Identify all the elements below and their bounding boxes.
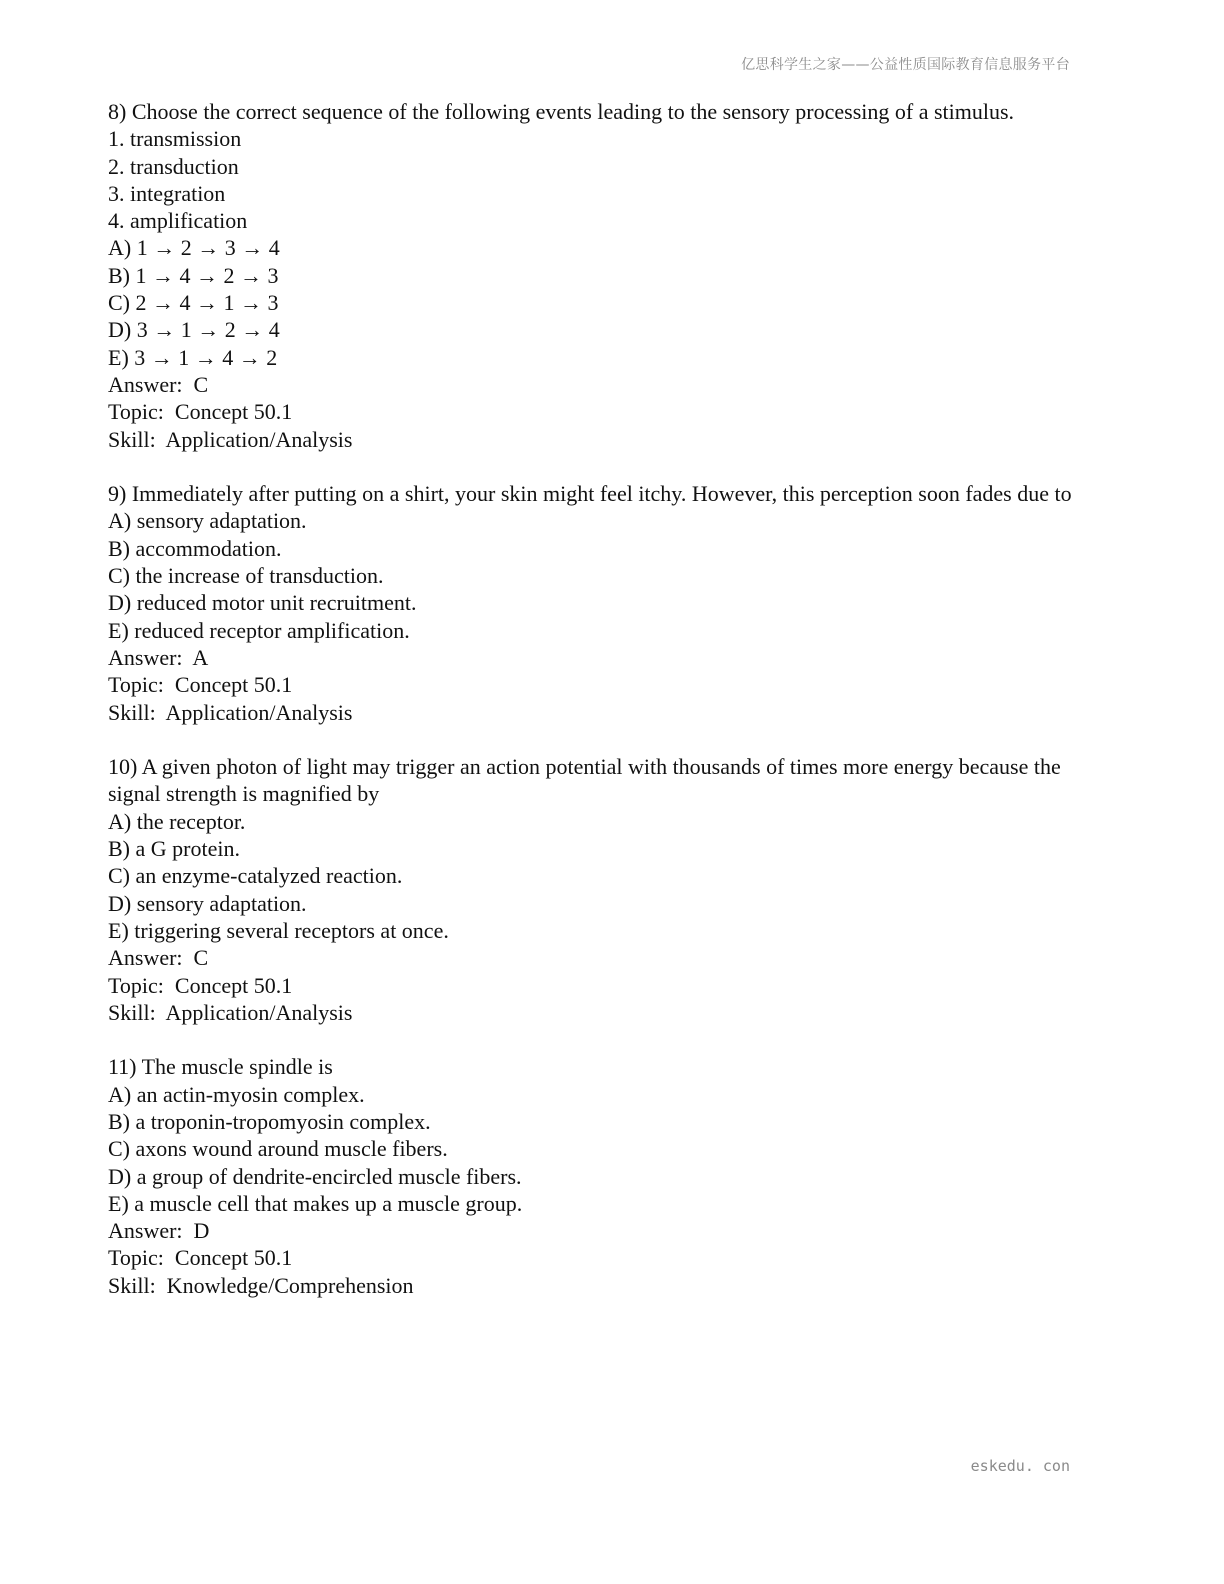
topic-label: Topic: Concept 50.1 — [108, 972, 293, 998]
answer-option: E) triggering several receptors at once. — [108, 917, 449, 943]
question-block — [108, 98, 1118, 453]
topic-label: Topic: Concept 50.1 — [108, 1245, 293, 1271]
header-banner: 亿思科学生之家——公益性质国际教育信息服务平台 — [741, 57, 1070, 73]
answer-option: C) axons wound around muscle fibers. — [108, 1136, 448, 1162]
answer-option: C) 2 → 4 → 1 → 3 — [108, 290, 279, 316]
answer-option: A) sensory adaptation. — [108, 508, 307, 534]
answer-key: Answer: C — [108, 945, 209, 971]
answer-option: B) a G protein. — [108, 836, 240, 862]
answer-option: A) 1 → 2 → 3 → 4 — [108, 235, 280, 261]
answer-option: C) an enzyme-catalyzed reaction. — [108, 863, 403, 889]
answer-option: B) a troponin-tropomyosin complex. — [108, 1108, 431, 1134]
answer-option: E) a muscle cell that makes up a muscle group. — [108, 1190, 523, 1216]
answer-option: C) the increase of transduction. — [108, 563, 384, 589]
answer-key: Answer: A — [108, 644, 209, 670]
question-block — [108, 480, 1118, 726]
list-item: 3. integration — [108, 180, 226, 206]
answer-option: A) an actin-myosin complex. — [108, 1081, 365, 1107]
skill-label: Skill: Application/Analysis — [108, 999, 353, 1025]
answer-option: D) sensory adaptation. — [108, 890, 307, 916]
answer-key: Answer: C — [108, 371, 209, 397]
skill-label: Skill: Application/Analysis — [108, 426, 353, 452]
footer-url: eskedu. con — [970, 1457, 1070, 1475]
answer-option: D) a group of dendrite-encircled muscle fibers. — [108, 1163, 522, 1189]
question-stem: 10) A given photon of light may trigger an action potential with thousands of times more energy because the signal strength is magnified by — [108, 754, 1067, 807]
question-block — [108, 753, 1118, 1026]
skill-label: Skill: Knowledge/Comprehension — [108, 1272, 414, 1298]
topic-label: Topic: Concept 50.1 — [108, 399, 293, 425]
list-item: 4. amplification — [108, 208, 248, 234]
topic-label: Topic: Concept 50.1 — [108, 672, 293, 698]
question-stem: 9) Immediately after putting on a shirt, your skin might feel itchy. However, this perception soon fades due to — [108, 481, 1072, 507]
answer-key: Answer: D — [108, 1218, 210, 1244]
answer-option: B) accommodation. — [108, 535, 282, 561]
answer-option: D) 3 → 1 → 2 → 4 — [108, 317, 280, 343]
list-item: 2. transduction — [108, 153, 239, 179]
question-stem: 11) The muscle spindle is — [108, 1054, 333, 1080]
answer-option: E) 3 → 1 → 4 → 2 — [108, 344, 278, 370]
document-body — [108, 98, 1118, 1326]
question-block — [108, 1053, 1118, 1299]
skill-label: Skill: Application/Analysis — [108, 699, 353, 725]
question-stem: 8) Choose the correct sequence of the following events leading to the sensory processing of a stimulus. — [108, 99, 1015, 124]
list-item: 1. transmission — [108, 126, 242, 152]
answer-option: A) the receptor. — [108, 808, 246, 834]
answer-option: B) 1 → 4 → 2 → 3 — [108, 262, 279, 288]
answer-option: E) reduced receptor amplification. — [108, 617, 410, 643]
answer-option: D) reduced motor unit recruitment. — [108, 590, 417, 616]
